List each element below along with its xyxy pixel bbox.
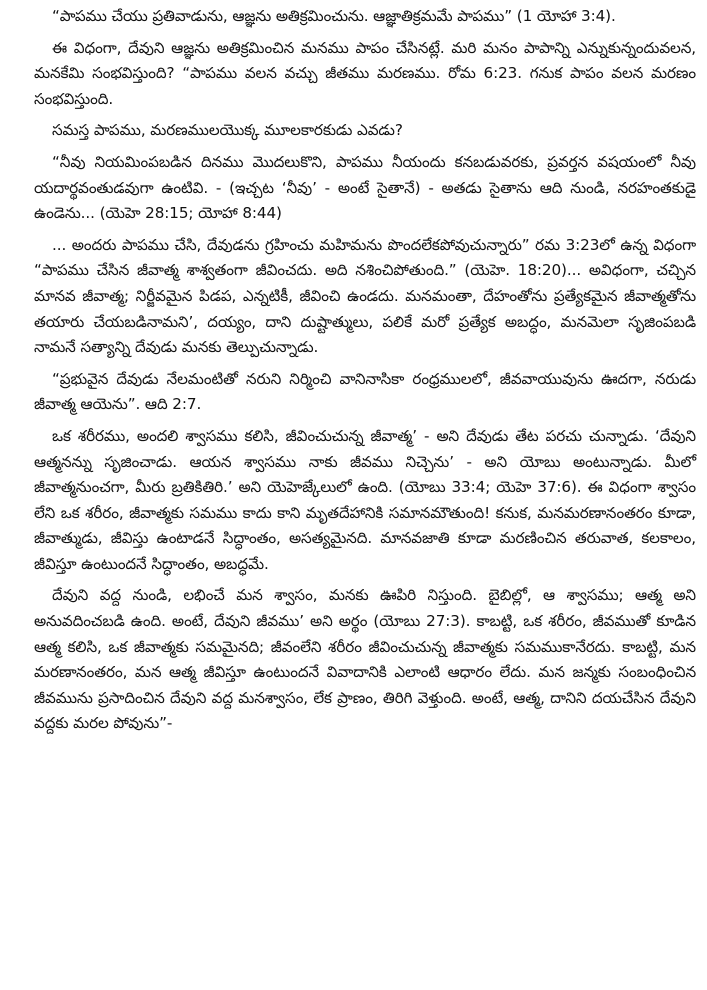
paragraph-3: సమస్త పాపము, మరణములయొక్క మూలకారకుడు ఎవడు? <box>52 121 403 140</box>
paragraph-2: ఈ విధంగా, దేవుని ఆజ్ఞను అతిక్రమించిన మనము పాపం చేసినట్లే. మరి మనం పాపాన్ని ఎన్నుకున్నందువలన, మనకేమి సంభవిస్తుంది? “పాపము వలన వచ్చు జీతము మరణము. రోమ 6:23. గనుక పాపం వలన మరణం సంభవిస్తుంది. <box>34 38 696 108</box>
document-page <box>34 4 696 743</box>
paragraph-6: “ప్రభువైన దేవుడు నేలమంటితో నరుని నిర్మించి వానినాసికా రంధ్రములలో, జీవవాయువును ఊదగా, నరుడు జీవాత్మ ఆయెను”. ఆది 2:7. <box>34 369 696 414</box>
paragraph-7: ఒక శరీరము, అందలి శ్వాసము కలిసి, జీవించుచున్న జీవాత్మ’ - అని దేవుడు తేట పరచు చున్నాడు. ‘దేవుని ఆత్మనన్ను సృజించాడు. ఆయన శ్వాసము నాకు జీవము నిచ్చెను’ - అని యోబు అంటున్నాడు. మీలో జీవాత్మనుంచగా, మీరు బ్రతికితిరి.’ అని యెహెజ్కేలులో ఉంది. (యోబు 33:4; యెహె 37:6). ఈ విధంగా శ్వాసం లేని ఒక శరీరం, జీవాత్మకు సమము కాదు కాని మృతదేహానికి సమానమౌతుంది! కనుక, మనమరణానంతరం కూడా, జీవాత్ముడు, జీవిస్తు ఉంటాడనే సిద్ధాంతం, అసత్యమైనది. మానవజాతి కూడా మరణించిన తరువాత, కలకాలం, జీవిస్తూ ఉంటుందనే సిద్ధాంతం, అబద్ధమే. <box>34 426 696 573</box>
paragraph-1: “పాపము చేయు ప్రతివాడును, ఆజ్ఞను అతిక్రమించును. ఆజ్ఞాతిక్రమమే పాపము” (1 యోహా 3:4). <box>52 7 616 25</box>
paragraph-5: ... అందరు పాపము చేసి, దేవుడను గ్రహించు మహిమను పొందలేకపోవుచున్నారు” రమ 3:23లో ఉన్న విధంగా “పాపము చేసిన జీవాత్మ శాశ్వతంగా జీవించదు. అది నశించిపోతుంది.” (యెహె. 18:20)... అవిధంగా, చచ్చిన మానవ జీవాత్మ; నిర్జీవమైన పిడప, ఎన్నటికీ, జీవించి ఉండదు. మనమంతా, దేహంతోను ప్రత్యేకమైన జీవాత్మతోను తయారు చేయబడినామని’, దయ్యం, దాని దుష్టాత్ములు, పలికే మరో ప్రత్యేక అబద్ధం, మనమెలా సృజింపబడి నామనే సత్యాన్ని దేవుడు మనకు తెల్పుచున్నాడు. <box>34 235 696 357</box>
paragraph-4: “నీవు నియమింపబడిన దినము మొదలుకొని, పాపము నీయందు కనబడువరకు, ప్రవర్తన వషయంలో నీవు యదార్థవంతుడవుగా ఉంటివి. - (ఇచ్చట ‘నీవు’ - అంటే సైతానే) - అతడు సైతాను ఆది నుండి, నరహంతకుడై ఉండెను... (యెహె 28:15; యోహా 8:44) <box>34 152 696 223</box>
paragraph-8: దేవుని వద్ద నుండి, లభించే మన శ్వాసం, మనకు ఊపిరి నిస్తుంది. బైబిల్లో, ఆ శ్వాసము; ఆత్మ అని అనువదించబడి ఉంది. అంటే, దేవుని జీవము’ అని అర్థం (యోబు 27:3). కాబట్టి, ఒక శరీరం, జీవముతో కూడిన ఆత్మ కలిసి, ఒక జీవాత్మకు సమమైనది; జీవంలేని శరీరం జీవించుచున్న జీవాత్మకు సమముకానేరదు. కాబట్టి, మన మరణానంతరం, మన ఆత్మ జీవిస్తూ ఉంటుందనే వివాదానికి ఎలాంటి ఆధారం లేదు. మన జన్మకు సంబంధించిన జీవమును ప్రసాదించిన దేవుని వద్ద మనశ్వాసం, లేక ప్రాణం, తిరిగి వెళ్తుంది. అంటే, ఆత్మ, దానిని దయచేసిన దేవుని వద్దకు మరల పోవును”- <box>34 586 696 733</box>
